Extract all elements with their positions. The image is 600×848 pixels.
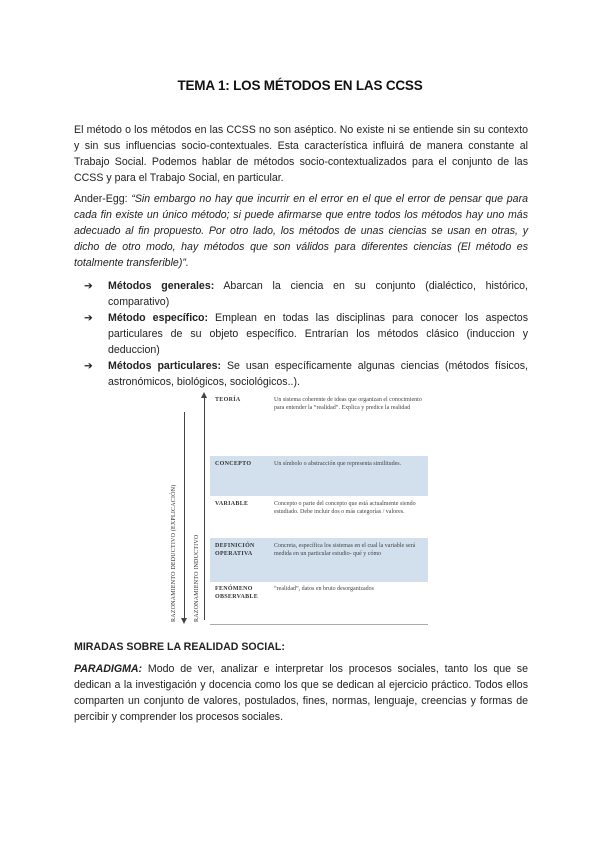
diagram-row-fenomeno xyxy=(210,582,428,622)
deductive-label: RAZONAMIENTO DEDUCTIVO (EXPLICACIÓN) xyxy=(171,484,177,622)
list-item xyxy=(74,358,528,390)
bullet-label: Métodos generales: xyxy=(108,280,215,292)
diagram-row-teoria xyxy=(210,390,428,456)
inductive-label: RAZONAMIENTO INDUCTIVO xyxy=(194,534,200,622)
arrow-down-icon xyxy=(181,618,187,624)
section-heading: MIRADAS SOBRE LA REALIDAD SOCIAL: xyxy=(74,641,285,653)
row-head: FENÓMENO OBSERVABLE xyxy=(215,586,259,600)
quote-text: “Sin embargo no hay que incurrir en el error en el que el error de pensar que para cada fin existe un único método; si puede afirmarse que entre todos los métodos hay uno más adecuado al fin propuesto. Por otro lado, los métodos de unas ciencias se usan en otras, y dicho de otro modo, hay métodos que son válidos para diferentes ciencias (El método es totalmente transferible)”. xyxy=(74,193,528,269)
paradigma-paragraph xyxy=(74,661,528,725)
paradigma-text: Modo de ver, analizar e interpretar los procesos sociales, tanto los que se dedican a la investigación y docencia como los que se dedican al ejercicio práctico. Todos ellos comparten un conjunto de valores, postulados, fines, normas, lenguaje, creencias y formas de percibir y comprender los procesos sociales. xyxy=(74,663,528,723)
diagram-row-variable xyxy=(210,496,428,538)
diagram-row-definicion xyxy=(210,538,428,582)
row-desc: Un sistema coherente de ideas que organizan el conocimiento para entender la “realidad”. Explica y predice la realidad xyxy=(274,397,422,411)
arrow-icon: ➔ xyxy=(84,280,93,292)
row-head: VARIABLE xyxy=(215,501,249,507)
arrow-icon: ➔ xyxy=(84,312,93,324)
deductive-arrow-line xyxy=(184,412,185,622)
bullet-text: Emplean en todas las disciplinas para conocer los aspectos particulares de su objeto específico. Entrarían los métodos clásico (induccion y deduccion) xyxy=(108,312,528,356)
row-desc: “realidad”, datos en bruto desorganizados xyxy=(274,586,375,592)
bullet-text: Se usan específicamente algunas ciencias (métodos físicos, astronómicos, biológicos, sociológicos..). xyxy=(108,360,528,388)
bullet-label: Métodos particulares: xyxy=(108,360,222,372)
intro-paragraph: El método o los métodos en las CCSS no son aséptico. No existe ni se entiende sin su contexto y sin sus influencias socio-contextuales. Esta característica influirá de manera constante al Trabajo Social. Podemos hablar de métodos socio-contextualizados para el conjunto de las CCSS y para el Trabajo Social, en particular. xyxy=(74,124,528,184)
inductive-arrow-line xyxy=(204,398,205,620)
diagram-row-concepto xyxy=(210,456,428,496)
methods-list xyxy=(74,278,528,390)
bullet-text: Abarcan la ciencia en su conjunto (dialéctico, histórico, comparativo) xyxy=(108,280,528,308)
row-head: DEFINICIÓN OPERATIVA xyxy=(215,543,255,557)
diagram-table xyxy=(210,390,428,626)
row-desc: Concepto o parte del concepto que está actualmente siendo estudiado. Debe incluir dos o más categorías / valores. xyxy=(274,501,416,515)
diagram-bottom-divider xyxy=(210,624,428,625)
quote-author: Ander-Egg: xyxy=(74,193,132,205)
row-desc: Un símbolo o abstracción que representa similitudes. xyxy=(274,461,402,467)
methods-diagram xyxy=(164,390,428,626)
bullet-label: Método específico: xyxy=(108,312,209,324)
list-item xyxy=(74,278,528,310)
arrow-up-icon xyxy=(201,392,207,398)
row-head: TEORÍA xyxy=(215,397,241,403)
page-title: TEMA 1: LOS MÉTODOS EN LAS CCSS xyxy=(177,78,423,93)
row-head: CONCEPTO xyxy=(215,461,252,467)
ander-egg-paragraph xyxy=(74,191,528,271)
paradigma-lead: PARADIGMA: xyxy=(74,663,143,675)
arrow-icon: ➔ xyxy=(84,360,93,372)
list-item xyxy=(74,310,528,358)
row-desc: Concreta, específica los sistemas en el cual la variable será medida en un particular estudio- qué y cómo xyxy=(274,543,416,557)
